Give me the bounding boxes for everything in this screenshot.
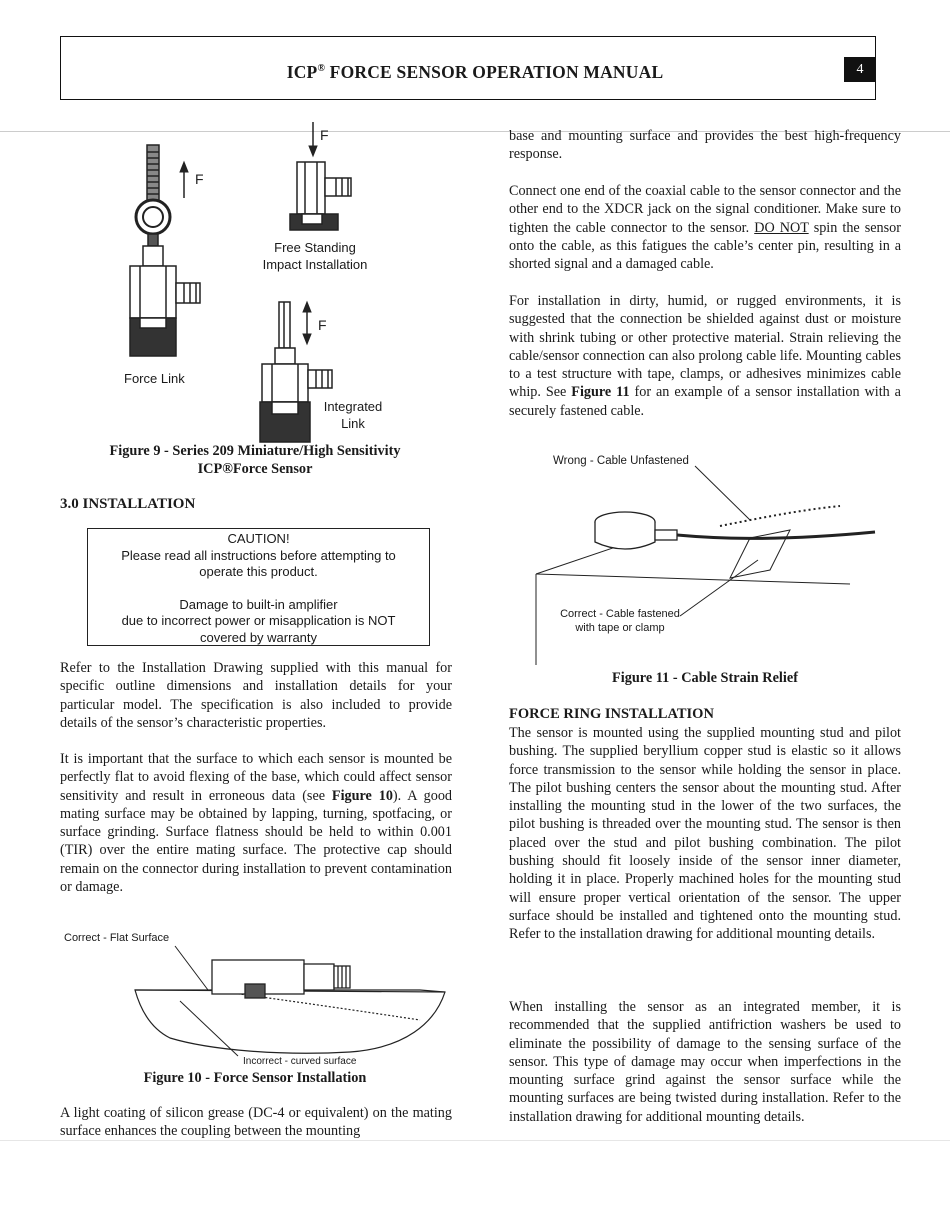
force-arrow-icon [180,162,188,198]
force-arrow-icon [309,122,317,156]
pointer-lines [680,466,758,616]
page-title: ICP® FORCE SENSOR OPERATION MANUAL [286,62,664,82]
caution-line: Damage to built-in amplifier [179,596,338,612]
force-label-1: F [195,171,204,187]
figure-11-drawing [530,450,890,670]
figure-9-drawing [110,120,450,445]
figure-10-drawing [60,928,455,1068]
curved-surface-icon [135,990,445,1053]
force-sensor-icon [212,960,350,998]
paragraph-force-ring: The sensor is mounted using the supplied mounting stud and pilot bushing. The supplied beryllium copper stud is elastic so it allows force transmission to the sensor while holding the sensor in place. The pilot bushing centers the sensor about the mounting stud. After installing the mounting stud in the lower of the two surfaces, the pilot bushing is threaded over the mounting stud. The sensor is then placed over the stud and pilot bushing combination. The pilot bushing should fit loosely inside of the sensor inner diameter, holding it in place. Properly machined holes for the mounting stud will ensure proper vertical orientation of the sensor. The upper surface should be installed and tightened onto the mounting stud. Refer to the installation drawing for additional mounting details. [509,725,901,943]
wrong-cable-label: Wrong - Cable Unfastened [553,455,689,467]
figure-9-caption: Figure 9 - Series 209 Miniature/High Sensitivity ICP®Force Sensor [109,443,401,477]
incorrect-curved-surface-label: Incorrect - curved surface [243,1056,357,1067]
sensor-icon [595,512,677,549]
paragraph-silicon-grease: A light coating of silicon grease (DC-4 or equivalent) on the mating surface enhances the coupling between the mounting [60,1105,452,1140]
paragraph-flat-surface: It is important that the surface to which each sensor is mounted be perfectly flat to avoid flexing of the base, which could affect sensor sensitivity and result in erroneous data (see Figure 10). A good mating surface may be obtained by lapping, turning, spotfacing, or surface grinding. Surface flatness should be held to within 0.001 (TIR) over the entire mating surface. The protective cap should remain on the connector during installation to prevent contamination or damage. [60,751,453,896]
force-label-3: F [318,317,327,333]
correct-flat-surface-label: Correct - Flat Surface [64,932,170,944]
caution-title: CAUTION! [227,531,290,546]
section-heading-installation: 3.0 INSTALLATION [60,496,196,512]
correct-cable-label: Correct - Cable fastened with tape or clamp [560,608,680,634]
section-heading-force-ring: FORCE RING INSTALLATION [509,706,714,722]
figure-11-caption: Figure 11 - Cable Strain Relief [612,670,798,686]
caution-line: operate this product. [199,564,318,579]
integrated-link-label: Integrated Link [323,399,383,431]
paragraph-install-drawing: Refer to the Installation Drawing supplied with this manual for specific outline dimensions and installation details for your particular model. The specification is also included to provide details of the sensor’s characteristic properties. [60,660,452,731]
mounting-surface-icon [536,532,850,665]
caution-line: covered by warranty [199,629,318,645]
force-arrow-icon [303,302,311,344]
paragraph-integrated-member: When installing the sensor as an integrated member, it is recommended that the supplied antifriction washers be used to eliminate the possibility of damage to the sensing surface of the sensor. This type of damage may occur when imperfections in the mounting surface grind against the sensor surface while the mounting surfaces are being twisted during installation. Refer to the installation drawing for additional mounting details. [509,999,901,1125]
caution-box [87,528,430,646]
caution-line: due to incorrect power or misapplication is NOT [121,613,396,628]
paragraph-coaxial-cable: Connect one end of the coaxial cable to the sensor connector and the other end to the XDCR jack on the signal conditioner. Make sure to tighten the cable connector to the sensor. DO NOT spin the sensor onto the cable, as this fatigues the cable’s center pin, resulting in a shorted signal and a damaged cable. [509,183,901,273]
caution-line: Please read all instructions before attempting to [121,547,396,563]
free-standing-label: Free Standing Impact Installation [262,240,368,272]
force-link-sensor-icon [130,145,200,356]
paragraph-continued: base and mounting surface and provides the best high-frequency response. [509,128,901,163]
force-label-2: F [320,127,329,143]
free-standing-sensor-icon [290,162,351,230]
page-number: 4 [844,57,876,82]
paragraph-dirty-environments: For installation in dirty, humid, or rugged environments, it is suggested that the connection be shielded against dust or moisture with shrink tubing or other protective material. Strain relieving the cable/sensor connection can also prolong cable life. Mounting cables to a test structure with tape, clamps, or adhesives minimizes cable whip. See Figure 11 for an example of a sensor installation with a securely fastened cable. [509,293,901,419]
figure-10-caption: Figure 10 - Force Sensor Installation [143,1070,367,1086]
force-link-label: Force Link [124,371,185,386]
